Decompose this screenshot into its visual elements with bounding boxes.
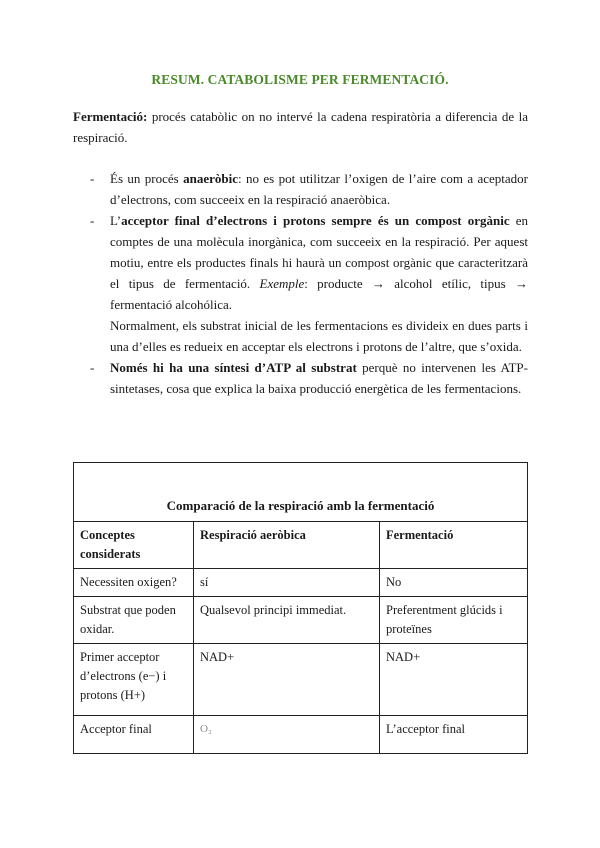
table-row — [74, 597, 528, 644]
table-cell: O₂ — [194, 716, 380, 754]
table-caption: Comparació de la respiració amb la fermentació — [74, 463, 528, 522]
table-row — [74, 569, 528, 597]
bullet-dash: - — [90, 171, 95, 186]
intro-paragraph — [73, 106, 528, 148]
table-cell: L’acceptor final — [380, 716, 528, 754]
table-cell: Substrat que poden oxidar. — [74, 597, 194, 644]
bullet-dash: - — [90, 213, 95, 228]
bullet-text: en comptes de una molècula inorgànica, com succeeix en la respiració. Per aquest motiu, entre els productes finals hi haurà un compost orgànic que caracteritzarà el tipus de fermentació. — [110, 213, 528, 291]
table-cell: Preferentment glúcids i proteïnes — [380, 597, 528, 644]
list-item — [73, 357, 528, 399]
table-header-cell: Fermentació — [380, 522, 528, 569]
table-cell: NAD+ — [380, 644, 528, 716]
intro-term: Fermentació: — [73, 109, 148, 124]
table-cell: NAD+ — [194, 644, 380, 716]
bullet-bold: anaeròbic — [183, 171, 238, 186]
table-header-cell: Conceptes considerats — [74, 522, 194, 569]
example-label: Exemple — [259, 276, 305, 291]
intro-definition: procés catabòlic on no intervé la cadena respiratòria a diferencia de la respiració. — [73, 109, 528, 145]
list-item — [73, 210, 528, 357]
comparison-table — [73, 462, 528, 754]
example-text: : producte → alcohol etílic, tipus → fermentació alcohólica. — [110, 276, 528, 312]
table-row — [74, 716, 528, 754]
table-header-row — [74, 522, 528, 569]
bullet-text: L’ — [110, 213, 122, 228]
table-cell: sí — [194, 569, 380, 597]
table-cell: Necessiten oxigen? — [74, 569, 194, 597]
bullet-bold: acceptor final d’electrons i protons sempre és un compost orgànic — [121, 213, 510, 228]
bullet-bold: Només hi ha una síntesi d’ATP al substrat — [110, 360, 357, 375]
bullet-text: : no es pot utilitzar l’oxigen de l’aire com a aceptador d’electrons, com succeeix en la respiració anaeròbica. — [110, 171, 528, 207]
bullet-note: Normalment, els substrat inicial de les fermentacions es divideix en dues parts i una d’elles es redueix en acceptar els electrons i protons de l’altre, que s’oxida. — [110, 318, 528, 354]
table-cell: Primer acceptor d’electrons (e−) i protons (H+) — [74, 644, 194, 716]
table-header-cell: Respiració aeròbica — [194, 522, 380, 569]
list-item — [73, 168, 528, 210]
page-title: RESUM. CATABOLISME PER FERMENTACIÓ. — [151, 72, 449, 87]
bullet-text: perquè no intervenen les ATP-sintetases, cosa que explica la baixa producció energètica de les fermentacions. — [110, 360, 528, 396]
bullet-list — [73, 168, 528, 399]
table-cell: No — [380, 569, 528, 597]
bullet-text: És un procés — [110, 171, 184, 186]
table-cell: Qualsevol principi immediat. — [194, 597, 380, 644]
table-cell: Acceptor final — [74, 716, 194, 754]
table-row — [74, 644, 528, 716]
bullet-dash: - — [90, 360, 95, 375]
